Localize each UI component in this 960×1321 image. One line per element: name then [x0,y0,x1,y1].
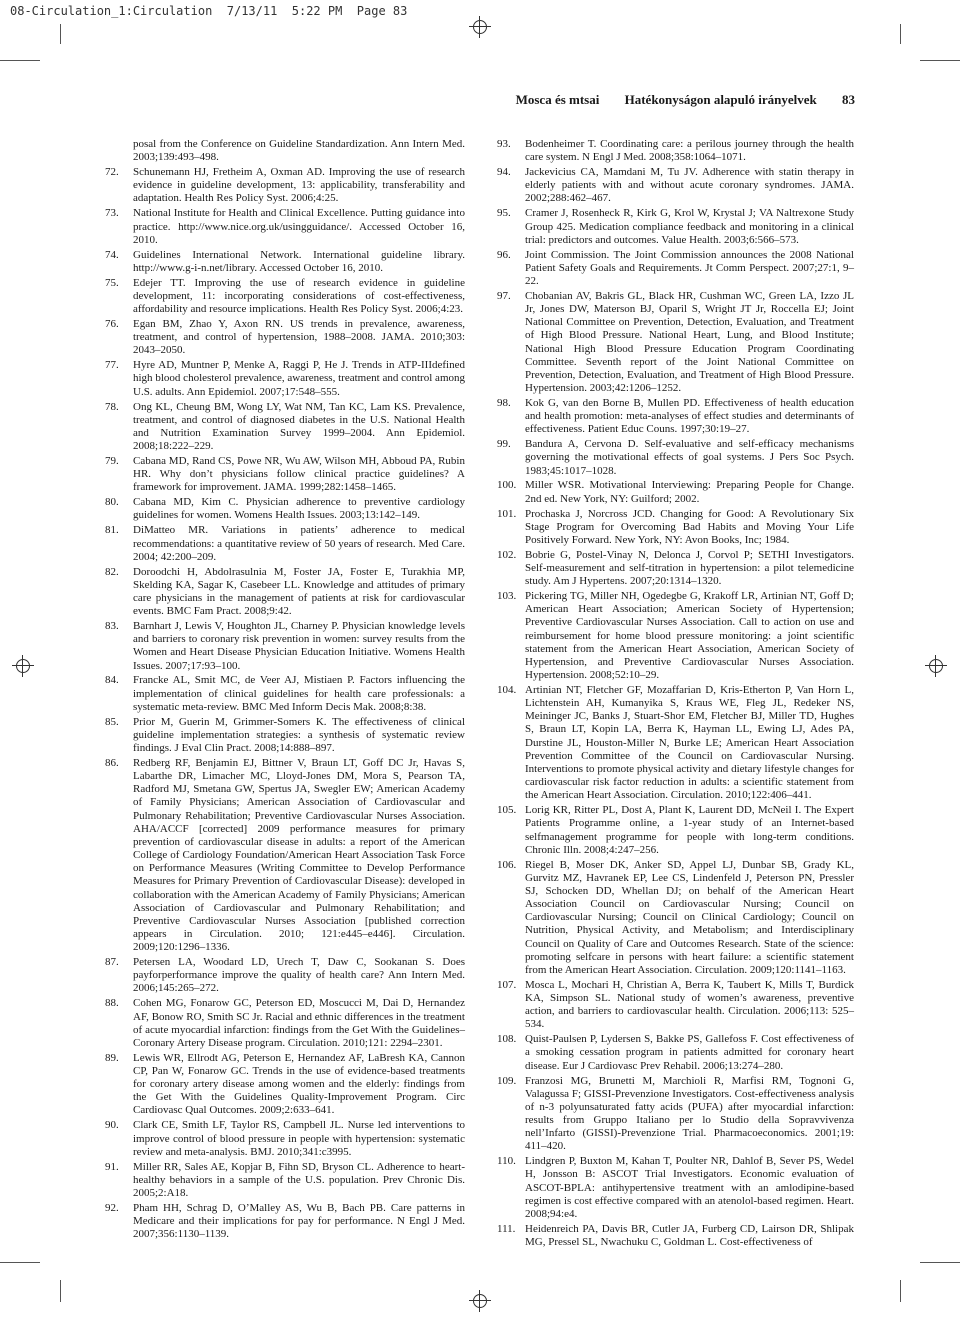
reference-number: 100. [497,479,517,492]
reference-number: 79. [105,454,119,467]
reference-number: 85. [105,715,119,728]
reference-number: 72. [105,166,119,179]
reference-number: 108. [497,1033,517,1046]
reference-number: 91. [105,1160,119,1173]
reference-number: 84. [105,674,119,687]
reference-number: 77. [105,359,119,372]
reference-text: Miller WSR. Motivational Interviewing: Preparing People for Change. 2nd ed. New York, NY: Guilford; 2002. [525,479,854,505]
trim-mark [900,1280,901,1302]
reference-number: 96. [497,248,511,261]
reference-item [497,290,854,395]
reference-number: 104. [497,684,517,697]
reference-text: Cramer J, Rosenheck R, Kirk G, Krol W, Krystal J; VA Naltrexone Study Group 425. Medication compliance feedback and monitoring in a clinical trial: predictors and outcomes. Value Health. 2003;6:566–573. [525,207,854,246]
reference-item [497,479,854,505]
reference-text: Mosca L, Mochari H, Christian A, Berra K, Taubert K, Mills T, Burdick KA, Simpson SL. National study of women’s awareness, preventive action, and barriers to cardiovascular health. Circulation. 2006;113: 525–534. [525,978,854,1031]
reference-item [105,166,465,205]
reference-text: Francke AL, Smit MC, de Veer AJ, Mistiaen P. Factors influencing the implementation of clinical guidelines for health care professionals: a systematic meta-review. BMC Med Inform Decis Mak. 2008;8:38. [133,674,465,713]
reference-number: 103. [497,590,517,603]
reference-text: Miller RR, Sales AE, Kopjar B, Fihn SD, Bryson CL. Adherence to heart-healthy behaviors in a sample of the U.S. population. Prev Chronic Dis. 2005;2:A18. [133,1160,465,1199]
reference-number: 99. [497,438,511,451]
reference-item [497,249,854,288]
registration-mark-top-icon [469,16,491,38]
reference-number: 105. [497,804,517,817]
trim-mark [60,1280,61,1302]
reference-text: Prochaska J, Norcross JCD. Changing for Good: A Revolutionary Six Stage Program for Overcoming Bad Habits and Moving Your Life Positively Forward. New York, NY: Avon Books, Inc; 1984. [525,507,854,546]
reference-number: 89. [105,1051,119,1064]
reference-text: Jackevicius CA, Mamdani M, Tu JV. Adherence with statin therapy in elderly patients with and without acute coronary syndromes. JAMA. 2002;288:462–467. [525,166,854,205]
reference-text: Lorig KR, Ritter PL, Dost A, Plant K, Laurent DD, McNeil I. The Expert Patients Programme online, a 1-year study of an Internet-based selfmanagement programme for people with long-term conditions. Chronic Illn. 2008;4:247–256. [525,804,854,856]
reference-number: 73. [105,207,119,220]
reference-text: Schunemann HJ, Fretheim A, Oxman AD. Improving the use of research evidence in guideline development, 13: applicability, transferability and adaptation. Health Res Policy Syst. 2006;4:25. [133,166,465,205]
reference-item [105,1052,465,1118]
reference-text: Franzosi MG, Brunetti M, Marchioli R, Marfisi RM, Tognoni G, Valagussa F; GISSI-Prevenzione Investigators. Cost-effectiveness analysis of n-3 polyunsaturated fatty acids (PUFA) after myocardial infarction: results from Gruppo Italiano per lo Studio della Sopravvivenza nell’Infarto (GISSI)-Prevenzione Trial. Pharmacoeconomics. 2001;19: 411–420. [525,1074,854,1153]
reference-number: 109. [497,1074,517,1087]
trim-mark [920,60,960,61]
reference-item [497,979,854,1032]
reference-item [497,1075,854,1154]
reference-item [105,566,465,619]
reference-number: 86. [105,756,119,769]
reference-item [105,997,465,1050]
reference-item [497,207,854,246]
reference-text: Pickering TG, Miller NH, Ogedegbe G, Krakoff LR, Artinian NT, Goff D; American Heart Association; American Society of Hypertension; Preventive Cardiovascular Nurses Association. Call to action on use and reimbursement for home blood pressure monitoring: a joint scientific statement from the American Heart Association, American Society of Hypertension, and Preventive Cardiovascular Nurses Association. Hypertension. 2008;52:10–29. [525,590,854,682]
reference-text: Ong KL, Cheung BM, Wong LY, Wat NM, Tan KC, Lam KS. Prevalence, treatment, and control of diagnosed diabetes in the U.S. National Health and Nutrition Examination Survey 1999–2004. Ann Epidemiol. 2008;18:222–229. [133,400,465,453]
reference-item [105,1202,465,1241]
reference-item [497,1223,854,1249]
reference-text: Barnhart J, Lewis V, Houghton JL, Charney P. Physician knowledge levels and barriers to coronary risk prevention in women: survey results from the Women and Heart Disease Physician Education Initiative. Womens Health Issues. 2007;17:93–100. [133,620,465,672]
reference-text: Clark CE, Smith LF, Taylor RS, Campbell JL. Nurse led interventions to improve control of blood pressure in people with hypertension: systematic review and meta-analysis. BMJ. 2010;341:c3995. [133,1119,465,1158]
reference-item [497,138,854,164]
registration-mark-left-icon [12,655,34,677]
header-title: Hatékonyságon alapuló irányelvek [624,92,817,107]
reference-text: posal from the Conference on Guideline Standardization. Ann Intern Med. 2003;139:493–498. [133,138,465,164]
registration-mark-bottom-icon [469,1290,491,1312]
reference-text: Lewis WR, Ellrodt AG, Peterson E, Hernandez AF, LaBresh KA, Cannon CP, Pan W, Fonarow GC. Trends in the use of evidence-based treatments for coronary artery disease among women and the elderly: findings from the Get With the Guidelines Quality-Improvement Program. Circ Cardiovasc Qual Outcomes. 2009;2:633–641. [133,1051,465,1117]
reference-text: Egan BM, Zhao Y, Axon RN. US trends in prevalence, awareness, treatment, and control of hypertension, 1988–2008. JAMA. 2010;303: 2043–2050. [133,318,465,357]
reference-text: Quist-Paulsen P, Lydersen S, Bakke PS, Gallefoss F. Cost effectiveness of a smoking cessation program in patients admitted for coronary heart disease. Eur J Cardiovasc Prev Rehabil. 2006;13:274–280. [525,1033,854,1072]
reference-text: Lindgren P, Buxton M, Kahan T, Poulter NR, Dahlof B, Sever PS, Wedel H, Jonsson B: ASCOT Trial Investigators. Economic evaluation of ASCOT-BPLA: antihypertensive treatment with an amlodipine-based regimen is cost effective compared with an atenolol-based regimen. Heart. 2008;94:e4. [525,1155,854,1220]
reference-text: DiMatteo MR. Variations in patients’ adherence to medical recommendations: a quantitative review of 50 years of research. Med Care. 2004; 42:200–209. [133,524,465,563]
reference-number: 98. [497,396,511,409]
trim-mark [900,24,901,44]
reference-number: 101. [497,507,517,520]
reference-text: Artinian NT, Fletcher GF, Mozaffarian D, Kris-Etherton P, Van Horn L, Lichtenstein AH, Kumanyika S, Kraus WE, Fleg JL, Redeker NS, Meininger JC, Banks J, Stuart-Shor EM, Fletcher BJ, Miller TD, Hughes S, Braun LT, Kopin LA, Berra K, Hayman LL, Ewing LJ, Ades PA, Durstine JL, Houston-Miller N, Burke LE; American Heart Association Prevention Committee of the Council on Cardiovascular Nursing. Interventions to promote physical activity and dietary lifestyle changes for cardiovascular risk factor reduction in adults: a scientific statement from the American Heart Association. Circulation. 2010;122:406–441. [525,684,854,802]
reference-item [497,1033,854,1072]
reference-item [105,1161,465,1200]
reference-text: National Institute for Health and Clinical Excellence. Putting guidance into practice. http://www.nice.org.uk/usingguidance/. Accessed October 16, 2010. [133,207,465,246]
reference-text: Prior M, Guerin M, Grimmer-Somers K. The effectiveness of clinical guideline implementation strategies: a synthesis of systematic review findings. J Eval Clin Pract. 2008;14:888–897. [133,715,465,755]
reference-item [105,620,465,673]
header-authors: Mosca és mtsai [515,92,600,107]
reference-item [105,716,465,755]
reference-text: Redberg RF, Benjamin EJ, Bittner V, Braun LT, Goff DC Jr, Havas S, Labarthe DR, Limacher MC, Lloyd-Jones DM, Mora S, Pearson TA, Radford MJ, Smetana GW, Spertus JA, Swegler EW; American Academy of Family Physicians; American Association of Cardiovascular and Pulmonary Rehabilitation; Preventive Cardiovascular Nurses Association. AHA/ACCF [corrected] 2009 performance measures for primary prevention of cardiovascular disease in adults: a report of the American College of Cardiology Foundation/American Heart Association Task Force on Performance Measures (Writing Committee to Develop Performance Measures for Primary Prevention of Cardiovascular Disease): developed in collaboration with the American Academy of Family Physicians; American Association of Cardiovascular and Pulmonary Rehabilitation; and Preventive Cardiovascular Nurses Association [published correction appears in Circulation. 2010; 121:e445–e446]. Circulation. 2009;120:1296–1336. [133,756,465,954]
reference-number: 81. [105,524,119,537]
reference-text: Hyre AD, Muntner P, Menke A, Raggi P, He J. Trends in ATP-IIIdefined high blood cholesterol prevalence, awareness, treatment and control among U.S. adults. Ann Epidemiol. 2007;17:548–555. [133,359,465,398]
reference-text: Cabana MD, Rand CS, Powe NR, Wu AW, Wilson MH, Abboud PA, Rubin HR. Why don’t physicians follow clinical practice guidelines? A framework for improvement. JAMA. 1999;282:1458–1465. [133,454,465,494]
reference-number: 97. [497,289,511,302]
reference-text: Cohen MG, Fonarow GC, Peterson ED, Moscucci M, Dai D, Hernandez AF, Bonow RO, Smith SC Jr. Racial and ethnic differences in the treatment of acute myocardial infarction: findings from the Get With the Guidelines–Coronary Artery Disease program. Circulation. 2010;121: 2294–2301. [133,997,465,1049]
reference-item [497,166,854,205]
reference-item [105,359,465,398]
reference-item [497,438,854,477]
reference-number: 88. [105,997,119,1010]
reference-item [497,508,854,547]
reference-number: 82. [105,565,119,578]
reference-number: 76. [105,318,119,331]
reference-item [497,590,854,682]
reference-number: 102. [497,548,517,561]
running-header [516,92,855,108]
reference-text: Kok G, van den Borne B, Mullen PD. Effectiveness of health education and health promotion: meta-analyses of effect studies and determinants of effectiveness. Patient Educ Couns. 1997;30:19–27. [525,396,854,436]
trim-mark [0,1262,40,1263]
print-slug: 08-Circulation_1:Circulation 7/13/11 5:22 PM Page 83 [10,4,408,18]
reference-item [105,757,465,954]
references-right-column [497,138,854,1251]
reference-item [497,1155,854,1221]
reference-number: 93. [497,138,511,150]
reference-number: 80. [105,496,119,509]
reference-number: 106. [497,858,517,871]
reference-item [497,549,854,588]
reference-text: Pham HH, Schrag D, O’Malley AS, Wu B, Bach PB. Care patterns in Medicare and their implications for pay for performance. N Engl J Med. 2007;356:1130–1139. [133,1201,465,1241]
reference-item [105,674,465,713]
reference-number: 75. [105,276,119,289]
reference-number: 92. [105,1201,119,1214]
registration-mark-right-icon [925,655,947,677]
trim-mark [60,24,61,44]
reference-text: Cabana MD, Kim C. Physician adherence to preventive cardiology guidelines for women. Womens Health Issues. 2003;13:142–149. [133,496,465,522]
reference-text: Bobrie G, Postel-Vinay N, Delonca J, Corvol P; SETHI Investigators. Self-measurement and self-titration in hypertension: a pilot telemedicine study. Am J Hypertens. 2007;20:1314–1320. [525,548,854,588]
reference-text: Petersen LA, Woodard LD, Urech T, Daw C, Sookanan S. Does payforperformance improve the quality of health care? Ann Intern Med. 2006;145:265–272. [133,956,465,995]
reference-number: 87. [105,956,119,969]
reference-item [105,496,465,522]
reference-text: Heidenreich PA, Davis BR, Cutler JA, Furberg CD, Lairson DR, Shlipak MG, Pressel SL, Nwachuku C, Goldman L. Cost-effectiveness of [525,1222,854,1248]
reference-item [105,207,465,246]
reference-item [105,138,465,164]
reference-number: 110. [497,1155,516,1168]
reference-number: 107. [497,978,517,991]
reference-number: 78. [105,400,119,413]
reference-item [105,524,465,563]
reference-item [497,859,854,977]
reference-item [105,956,465,995]
reference-number: 94. [497,166,511,179]
reference-item [105,249,465,275]
reference-text: Doroodchi H, Abdolrasulnia M, Foster JA, Foster E, Turakhia MP, Skelding KA, Sagar K, Casebeer LL. Knowledge and attitudes of primary care physicians in the management of patients at risk for cardiovascular events. BMC Fam Pract. 2008;9:42. [133,565,465,618]
reference-item [105,277,465,316]
reference-text: Bandura A, Cervona D. Self-evaluative and self-efficacy mechanisms governing the motivational effects of goal systems. J Pers Soc Psych. 1983;45:1017–1028. [525,438,854,477]
reference-text: Edejer TT. Improving the use of research evidence in guideline development, 11: incorporating considerations of cost-effectiveness, affordability and resource implications. Health Res Policy Syst. 2006;4:23. [133,276,465,316]
trim-mark [0,60,40,61]
trim-mark [920,1262,960,1263]
reference-text: Bodenheimer T. Coordinating care: a perilous journey through the health care system. N Engl J Med. 2008;358:1064–1071. [525,138,854,164]
reference-item [497,684,854,802]
reference-number: 111. [497,1222,516,1235]
reference-item [497,804,854,857]
reference-number: 95. [497,207,511,220]
reference-text: Riegel B, Moser DK, Anker SD, Appel LJ, Dunbar SB, Grady KL, Gurvitz MZ, Havranek EP, Lee CS, Lindenfeld J, Peterson PN, Pressler SJ, Schocken DD, Whellan DJ; on behalf of the American Heart Association Council on Cardiovascular Nursing; Council on Cardiovascular Nursing; Council on Clinical Cardiology; Council on Nutrition, Physical Activity, and Metabolism; and Interdisciplinary Council on Quality of Care and Outcomes Research. State of the science: promoting selfcare in persons with heart failure: a scientific statement from the American Heart Association. Circulation. 2009;120:1141–1163. [525,858,854,976]
reference-number: 74. [105,248,119,261]
references-left-column [105,138,465,1243]
reference-text: Chobanian AV, Bakris GL, Black HR, Cushman WC, Green LA, Izzo JL Jr, Jones DW, Materson BJ, Oparil S, Wright JT Jr, Roccella EJ; Joint National Committee on Prevention, Detection, Evaluation, and Treatment of High Blood Pressure. National Heart, Lung, and Blood Institute; National High Blood Pressure Education Program Coordinating Committee. Seventh report of the Joint National Committee on Prevention, Detection, Evaluation, and Treatment of High Blood Pressure. Hypertension. 2003;42:1206–1252. [525,289,854,394]
reference-text: Joint Commission. The Joint Commission announces the 2008 National Patient Safety Goals and Requirements. Jt Comm Perspect. 2007;27:1, 9–22. [525,248,854,287]
reference-item [105,318,465,357]
reference-text: Guidelines International Network. International guideline library. http://www.g-i-n.net/library. Accessed October 16, 2010. [133,248,465,274]
reference-number: 90. [105,1119,119,1132]
reference-number: 83. [105,620,119,633]
reference-item [105,401,465,454]
page-number: 83 [842,92,855,107]
reference-item [105,455,465,494]
reference-item [497,397,854,436]
reference-item [105,1119,465,1158]
